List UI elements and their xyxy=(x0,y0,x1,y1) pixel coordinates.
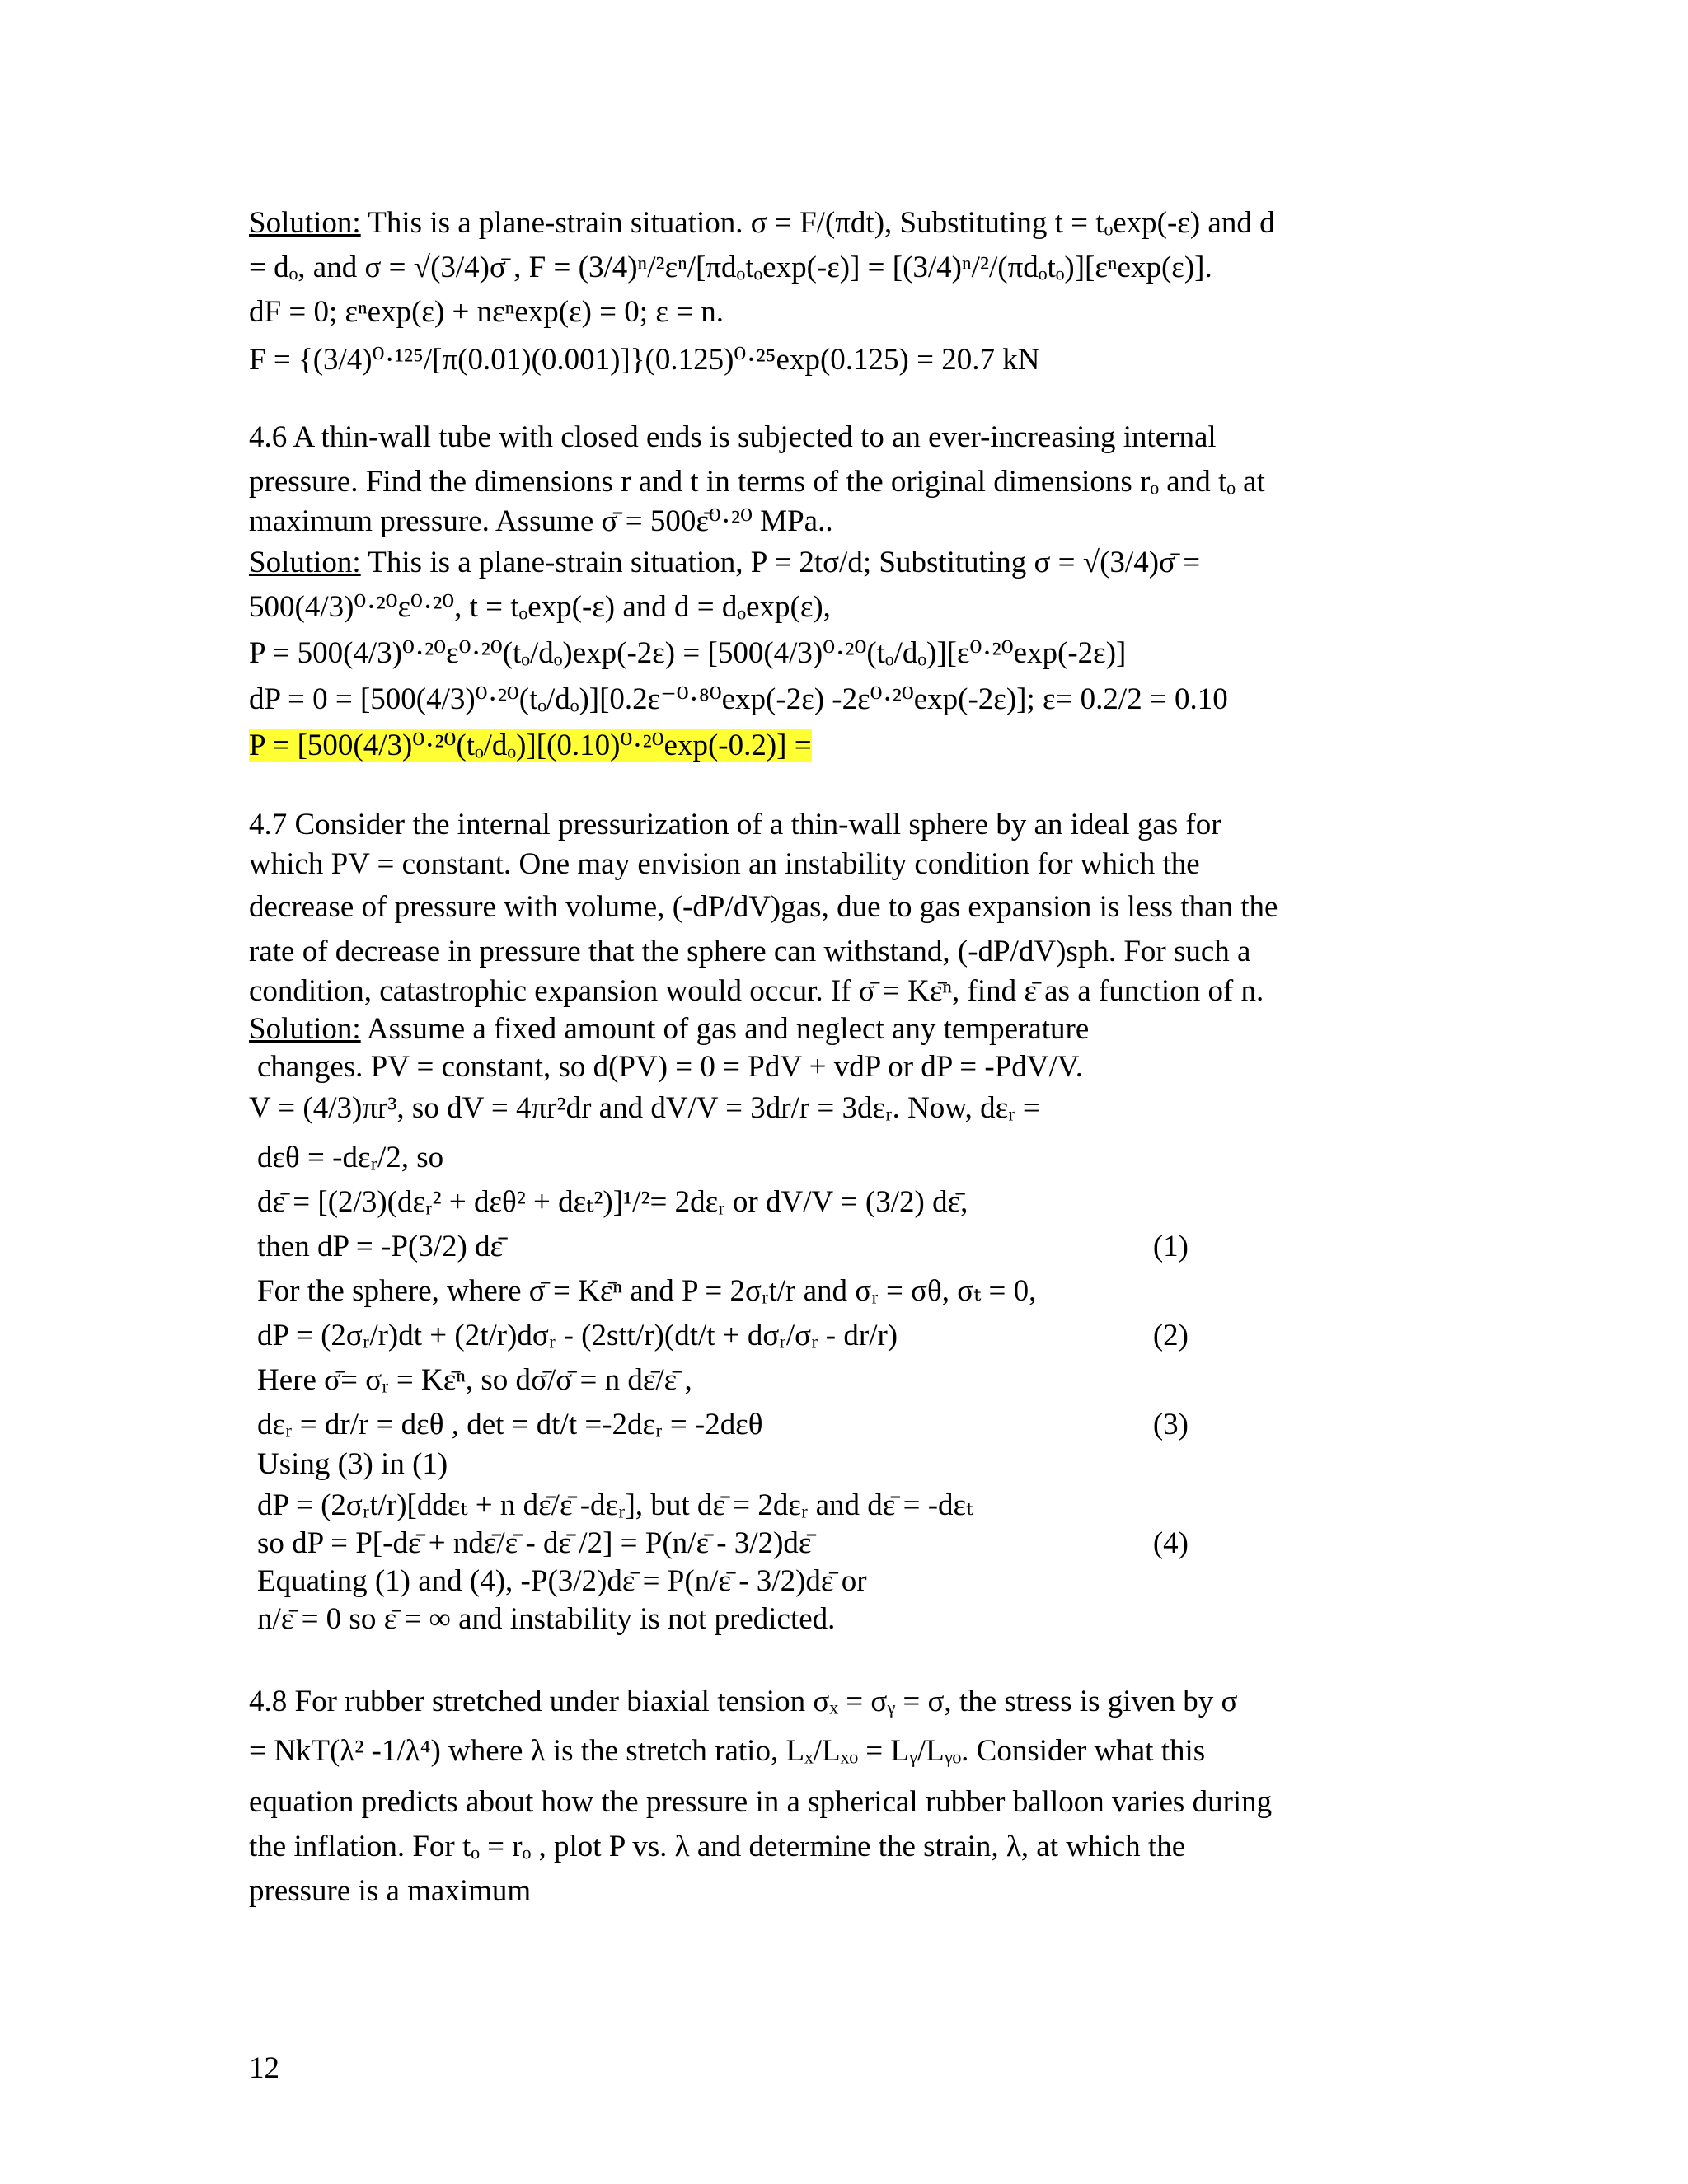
text-line: pressure. Find the dimensions r and t in terms of the original dimensions rₒ and tₒ at xyxy=(249,465,1265,499)
text-line: pressure is a maximum xyxy=(249,1874,532,1908)
text-line xyxy=(249,544,1436,582)
equation-line xyxy=(257,1406,1189,1444)
text-line xyxy=(249,1010,1436,1048)
equation-line xyxy=(257,1317,1189,1355)
solution-label: Solution: xyxy=(249,546,361,579)
line-text: This is a plane-strain situation, P = 2tσ/d; Substituting σ = √(3/4)σ̄ = xyxy=(360,546,1201,579)
equation-text: so dP = P[-dε̄ + ndε̄/ε̄ - dε̄ /2] = P(n/ε̄ - 3/2)dε̄ xyxy=(257,1526,812,1560)
text-line: decrease of pressure with volume, (-dP/dV)gas, due to gas expansion is less than the xyxy=(249,890,1278,924)
text-line: V = (4/3)πr³, so dV = 4πr²dr and dV/V = 3dr/r = 3dεᵣ. Now, dεᵣ = xyxy=(249,1091,1040,1125)
equation-number: (3) xyxy=(1152,1408,1189,1441)
equation-text: dP = (2σᵣ/r)dt + (2t/r)dσᵣ - (2stt/r)(dt/t + dσᵣ/σᵣ - dr/r) xyxy=(257,1319,898,1352)
text-line: F = {(3/4)⁰·¹²⁵/[π(0.01)(0.001)]}(0.125)⁰·²⁵exp(0.125) = 20.7 kN xyxy=(249,343,1040,377)
text-line: Using (3) in (1) xyxy=(257,1447,448,1481)
equation-number: (4) xyxy=(1152,1526,1189,1560)
solution-label: Solution: xyxy=(249,1012,361,1046)
equation-text: dεᵣ = dr/r = dεθ , det = dt/t =-2dεᵣ = -2dεθ xyxy=(257,1408,763,1441)
text-line: For the sphere, where σ̄ = Kε̄ⁿ and P = 2σᵣt/r and σᵣ = σθ, σₜ = 0, xyxy=(257,1274,1037,1308)
text-line: rate of decrease in pressure that the sphere can withstand, (-dP/dV)sph. For such a xyxy=(249,935,1251,968)
line-text: Assume a fixed amount of gas and neglect any temperature xyxy=(360,1012,1090,1046)
text-line: which PV = constant. One may envision an instability condition for which the xyxy=(249,847,1200,881)
equation-number: (1) xyxy=(1152,1230,1189,1263)
text-line: = dₒ, and σ = √(3/4)σ̄ , F = (3/4)ⁿ/²εⁿ/[πdₒtₒexp(-ε)] = [(3/4)ⁿ/²/(πdₒtₒ)][εⁿexp(ε)]. xyxy=(249,251,1212,284)
text-line: dF = 0; εⁿexp(ε) + nεⁿexp(ε) = 0; ε = n. xyxy=(249,295,724,329)
text-line: maximum pressure. Assume σ̄ = 500ε̄⁰·²⁰ MPa.. xyxy=(249,504,833,538)
text-line: 500(4/3)⁰·²⁰ε⁰·²⁰, t = tₒexp(-ε) and d = dₒexp(ε), xyxy=(249,590,831,624)
text-line: changes. PV = constant, so d(PV) = 0 = PdV + vdP or dP = -PdV/V. xyxy=(257,1050,1083,1084)
equation-line xyxy=(257,1228,1189,1266)
line-text: This is a plane-strain situation. σ = F/(πdt), Substituting t = tₒexp(-ε) and d xyxy=(360,206,1275,240)
page-number: 12 xyxy=(249,2051,279,2085)
text-line: dε̄ = [(2/3)(dεᵣ² + dεθ² + dεₜ²)]¹/²= 2dεᵣ or dV/V = (3/2) dε̄, xyxy=(257,1185,968,1219)
text-line: P = 500(4/3)⁰·²⁰ε⁰·²⁰(tₒ/dₒ)exp(-2ε) = [500(4/3)⁰·²⁰(tₒ/dₒ)][ε⁰·²⁰exp(-2ε)] xyxy=(249,636,1127,670)
equation-text: then dP = -P(3/2) dε̄ xyxy=(257,1230,504,1263)
text-line: n/ε̄ = 0 so ε̄ = ∞ and instability is not predicted. xyxy=(257,1602,836,1636)
problem-heading: 4.8 For rubber stretched under biaxial tension σₓ = σᵧ = σ, the stress is given by σ xyxy=(249,1685,1238,1718)
highlighted-text: P = [500(4/3)⁰·²⁰(tₒ/dₒ)][(0.10)⁰·²⁰exp(-0.2)] = xyxy=(249,729,812,762)
equation-line xyxy=(257,1525,1189,1563)
text-line: dP = (2σᵣt/r)[ddεₜ + n dε̄/ε̄ -dεᵣ], but dε̄ = 2dεᵣ and dε̄ = -dεₜ xyxy=(257,1488,974,1522)
problem-heading: 4.7 Consider the internal pressurization of a thin-wall sphere by an ideal gas for xyxy=(249,808,1221,841)
text-line xyxy=(249,727,1436,765)
text-line: dP = 0 = [500(4/3)⁰·²⁰(tₒ/dₒ)][0.2ε⁻⁰·⁸⁰exp(-2ε) -2ε⁰·²⁰exp(-2ε)]; ε= 0.2/2 = 0.10 xyxy=(249,682,1228,716)
text-line: condition, catastrophic expansion would occur. If σ̄ = Kε̄ⁿ, find ε̄ as a function of n. xyxy=(249,974,1264,1008)
text-line: the inflation. For tₒ = rₒ , plot P vs. λ and determine the strain, λ, at which the xyxy=(249,1830,1186,1863)
problem-heading: 4.6 A thin-wall tube with closed ends is subjected to an ever-increasing internal xyxy=(249,420,1217,454)
text-line: equation predicts about how the pressure in a spherical rubber balloon varies during xyxy=(249,1785,1273,1819)
equation-number: (2) xyxy=(1152,1319,1189,1352)
text-line: Equating (1) and (4), -P(3/2)dε̄ = P(n/ε̄ - 3/2)dε̄ or xyxy=(257,1564,867,1598)
text-line: dεθ = -dεᵣ/2, so xyxy=(257,1141,444,1174)
text-line: Here σ̄= σᵣ = Kε̄ⁿ, so dσ̄/σ̄ = n dε̄/ε̄ , xyxy=(257,1363,692,1397)
text-line xyxy=(249,204,1436,242)
text-line: = NkT(λ² -1/λ⁴) where λ is the stretch ratio, Lₓ/Lₓₒ = Lᵧ/Lᵧₒ. Consider what this xyxy=(249,1734,1206,1768)
solution-label: Solution: xyxy=(249,206,361,240)
